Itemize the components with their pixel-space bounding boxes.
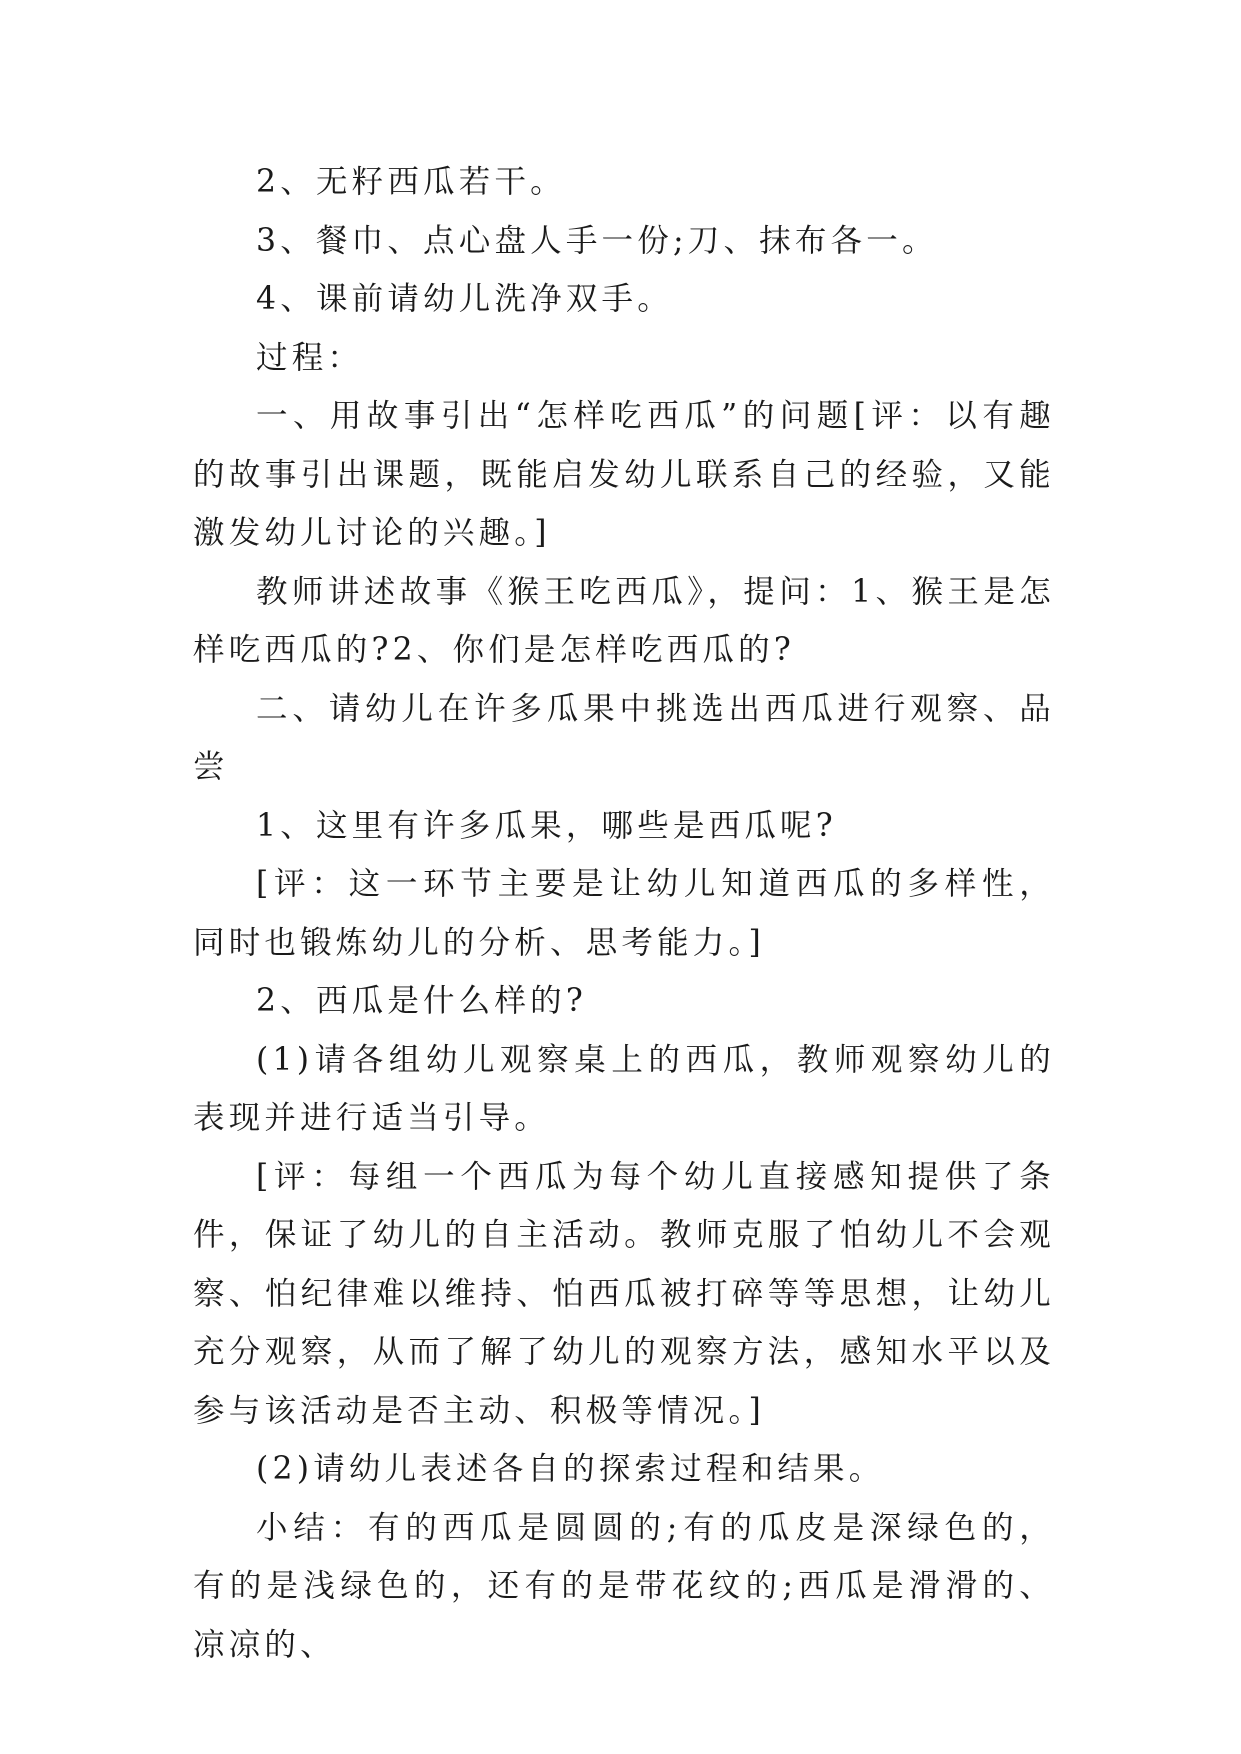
paragraph-comment-1: [评：这一环节主要是让幼儿知道西瓜的多样性，同时也锻炼幼儿的分析、思考能力。] [193, 866, 1055, 961]
paragraph-step-2: 二、请幼儿在许多瓜果中挑选出西瓜进行观察、品尝 [193, 690, 1055, 785]
paragraph-observe: (1)请各组幼儿观察桌上的西瓜，教师观察幼儿的表现并进行适当引导。 [193, 1041, 1055, 1136]
paragraph-summary: 小结：有的西瓜是圆圆的;有的瓜皮是深绿色的，有的是浅绿色的，还有的是带花纹的;西瓜是滑滑的、凉凉的、 [193, 1509, 1055, 1663]
section-heading-process: 过程： [256, 339, 364, 376]
paragraph-material-4: 4、课前请幼儿洗净双手。 [256, 281, 673, 317]
paragraph-material-2: 2、无籽西瓜若干。 [256, 164, 566, 200]
document-body [193, 153, 1055, 1674]
paragraph-question-2: 2、西瓜是什么样的? [256, 983, 587, 1019]
paragraph-story-question: 教师讲述故事《猴王吃西瓜》，提问：1、猴王是怎样吃西瓜的?2、你们是怎样吃西瓜的? [193, 573, 1055, 668]
paragraph-material-3: 3、餐巾、点心盘人手一份;刀、抹布各一。 [256, 222, 938, 259]
paragraph-question-1: 1、这里有许多瓜果，哪些是西瓜呢? [256, 807, 837, 844]
paragraph-comment-2: [评：每组一个西瓜为每个幼儿直接感知提供了条件，保证了幼儿的自主活动。教师克服了怕幼儿不会观察、怕纪律难以维持、怕西瓜被打碎等等思想，让幼儿充分观察，从而了解了幼儿的观察方法，感知水平以及参与该活动是否主动、积极等情况。] [193, 1158, 1055, 1429]
paragraph-describe: (2)请幼儿表述各自的探索过程和结果。 [256, 1451, 885, 1487]
paragraph-step-1: 一、用故事引出“怎样吃西瓜”的问题[评：以有趣的故事引出课题，既能启发幼儿联系自己的经验，又能激发幼儿讨论的兴趣。] [193, 398, 1055, 551]
